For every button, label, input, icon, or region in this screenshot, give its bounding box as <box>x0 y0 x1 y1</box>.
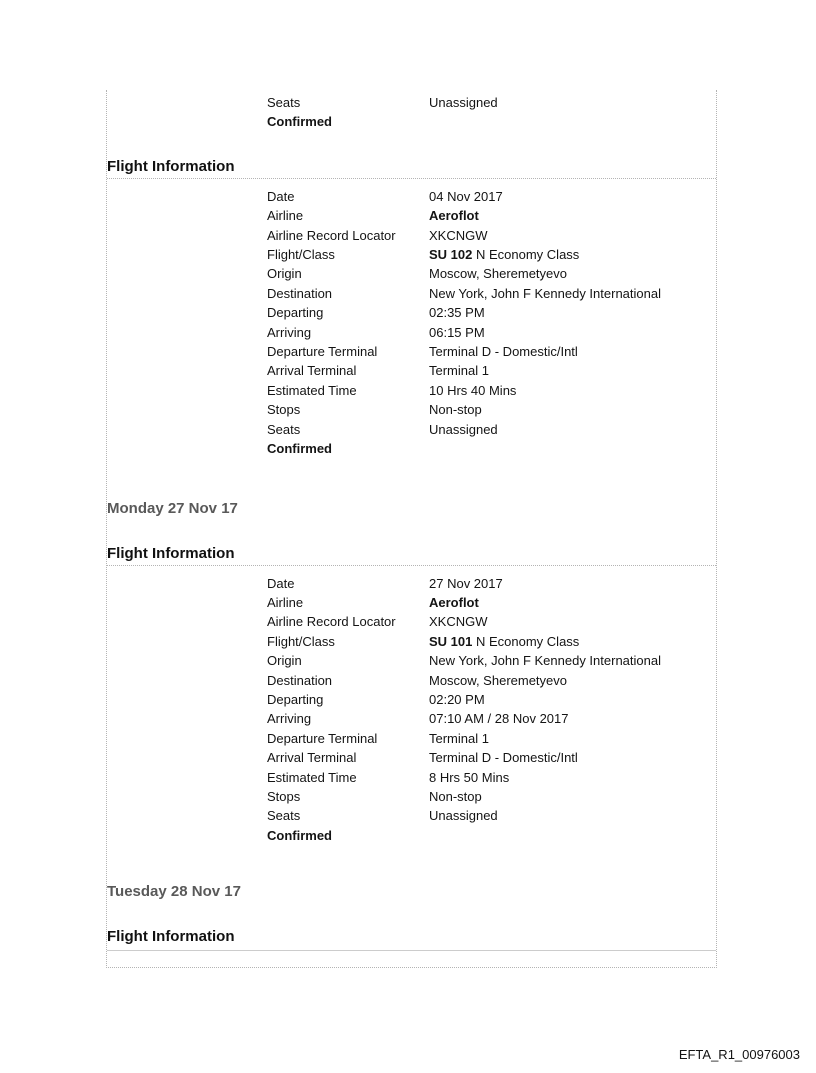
table-row <box>107 323 716 342</box>
field-value <box>429 112 716 131</box>
field-value <box>429 632 716 651</box>
table-row <box>107 245 716 264</box>
field-label: Arriving <box>267 324 312 340</box>
field-value <box>429 284 716 303</box>
field-value <box>429 226 716 245</box>
table-row <box>107 187 716 206</box>
table-row <box>107 439 716 458</box>
table-row <box>107 284 716 303</box>
field-value-text: Non-stop <box>429 402 482 418</box>
field-value-text: New York, John F Kennedy International <box>429 285 661 301</box>
field-value-text: Moscow, Sheremetyevo <box>429 266 568 282</box>
field-label: Airline Record Locator <box>267 614 396 630</box>
table-row <box>107 748 716 767</box>
table-row <box>107 226 716 245</box>
field-value <box>429 342 716 361</box>
field-value-text: 04 Nov 2017 <box>429 188 503 204</box>
field-value <box>429 93 716 112</box>
field-value-text: 02:35 PM <box>429 305 485 321</box>
field-value-text: N Economy Class <box>472 247 580 263</box>
table-row <box>107 381 716 400</box>
field-label: Departing <box>267 305 324 321</box>
field-value <box>429 303 716 322</box>
field-label: Seats <box>267 421 301 437</box>
field-value <box>429 400 716 419</box>
field-label: Estimated Time <box>267 769 357 785</box>
field-value-text: 27 Nov 2017 <box>429 575 503 591</box>
field-value <box>429 361 716 380</box>
field-label: Seats <box>267 95 301 110</box>
table-row <box>107 361 716 380</box>
day-header: Tuesday 28 Nov 17 <box>107 883 241 901</box>
table-row <box>107 709 716 728</box>
field-value-text: Unassigned <box>429 421 498 437</box>
field-value <box>429 729 716 748</box>
field-label: Origin <box>267 266 302 282</box>
field-value <box>429 245 716 264</box>
field-label: Stops <box>267 788 301 804</box>
flight-information-header: Flight Information <box>107 158 716 179</box>
field-value <box>429 381 716 400</box>
field-value-text: Non-stop <box>429 788 482 804</box>
table-row <box>107 593 716 612</box>
table-row <box>107 612 716 631</box>
field-value <box>429 420 716 439</box>
table-row <box>107 787 716 806</box>
flight-information-header: Flight Information <box>107 928 716 951</box>
field-value-text: New York, John F Kennedy International <box>429 653 661 669</box>
field-value-text: Terminal D - Domestic/Intl <box>429 344 578 360</box>
field-value <box>429 690 716 709</box>
field-value <box>429 651 716 670</box>
table-row <box>107 303 716 322</box>
field-value-text: N Economy Class <box>472 633 580 649</box>
field-value-bold: Aeroflot <box>429 594 479 610</box>
field-value-text: Terminal 1 <box>429 363 489 379</box>
field-value-text: XKCNGW <box>429 614 488 630</box>
day-header: Monday 27 Nov 17 <box>107 499 238 517</box>
field-value-text: Unassigned <box>429 808 498 824</box>
flight-information-header: Flight Information <box>107 545 716 566</box>
field-label: Arriving <box>267 711 312 727</box>
field-label: Destination <box>267 672 333 688</box>
field-label: Confirmed <box>267 441 332 457</box>
field-value <box>429 593 716 612</box>
field-label: Airline <box>267 594 304 610</box>
field-value-text: Unassigned <box>429 95 498 110</box>
table-row <box>107 690 716 709</box>
field-value-text: 10 Hrs 40 Mins <box>429 382 517 398</box>
table-row <box>107 112 716 131</box>
field-value-bold: SU 102 <box>429 247 473 263</box>
table-row <box>107 729 716 748</box>
field-value <box>429 748 716 767</box>
table-row <box>107 400 716 419</box>
field-label: Airline Record Locator <box>267 227 396 243</box>
field-value-text: Moscow, Sheremetyevo <box>429 672 568 688</box>
field-value-text: 02:20 PM <box>429 691 485 707</box>
field-label: Confirmed <box>267 114 332 130</box>
field-value-text: 06:15 PM <box>429 324 485 340</box>
field-value <box>429 787 716 806</box>
field-value <box>429 187 716 206</box>
field-value-text: 8 Hrs 50 Mins <box>429 769 510 785</box>
table-row <box>107 651 716 670</box>
bates-number: EFTA_R1_00976003 <box>678 1047 800 1062</box>
itinerary-document <box>106 90 717 968</box>
field-label: Seats <box>267 808 301 824</box>
table-row <box>107 264 716 283</box>
flight-table <box>107 574 716 846</box>
table-row <box>107 206 716 225</box>
field-label: Date <box>267 188 295 204</box>
field-value-text: Terminal D - Domestic/Intl <box>429 750 578 766</box>
continued-flight-table <box>107 93 716 132</box>
table-row <box>107 574 716 593</box>
table-row <box>107 342 716 361</box>
field-value <box>429 264 716 283</box>
field-label: Arrival Terminal <box>267 363 357 379</box>
field-value <box>429 768 716 787</box>
field-value <box>429 323 716 342</box>
field-label: Departure Terminal <box>267 344 378 360</box>
field-value-text: 07:10 AM / 28 Nov 2017 <box>429 711 569 727</box>
field-value <box>429 806 716 825</box>
field-value <box>429 612 716 631</box>
field-value <box>429 671 716 690</box>
field-label: Departing <box>267 691 324 707</box>
field-label: Estimated Time <box>267 382 357 398</box>
table-row <box>107 420 716 439</box>
field-value <box>429 574 716 593</box>
field-label: Flight/Class <box>267 633 335 649</box>
field-label: Origin <box>267 653 302 669</box>
field-value <box>429 826 716 845</box>
field-value <box>429 206 716 225</box>
field-label: Arrival Terminal <box>267 750 357 766</box>
table-row <box>107 806 716 825</box>
field-value-bold: Aeroflot <box>429 208 479 224</box>
field-label: Flight/Class <box>267 247 335 263</box>
table-row <box>107 826 716 845</box>
field-value <box>429 709 716 728</box>
flight-table <box>107 187 716 459</box>
field-label: Airline <box>267 208 304 224</box>
table-row <box>107 632 716 651</box>
field-label: Confirmed <box>267 827 332 843</box>
table-row <box>107 93 716 112</box>
field-value-text: XKCNGW <box>429 227 488 243</box>
field-value <box>429 439 716 458</box>
field-label: Date <box>267 575 295 591</box>
table-row <box>107 671 716 690</box>
field-label: Stops <box>267 402 301 418</box>
field-value-bold: SU 101 <box>429 633 473 649</box>
field-label: Destination <box>267 285 333 301</box>
field-label: Departure Terminal <box>267 730 378 746</box>
table-row <box>107 768 716 787</box>
field-value-text: Terminal 1 <box>429 730 489 746</box>
